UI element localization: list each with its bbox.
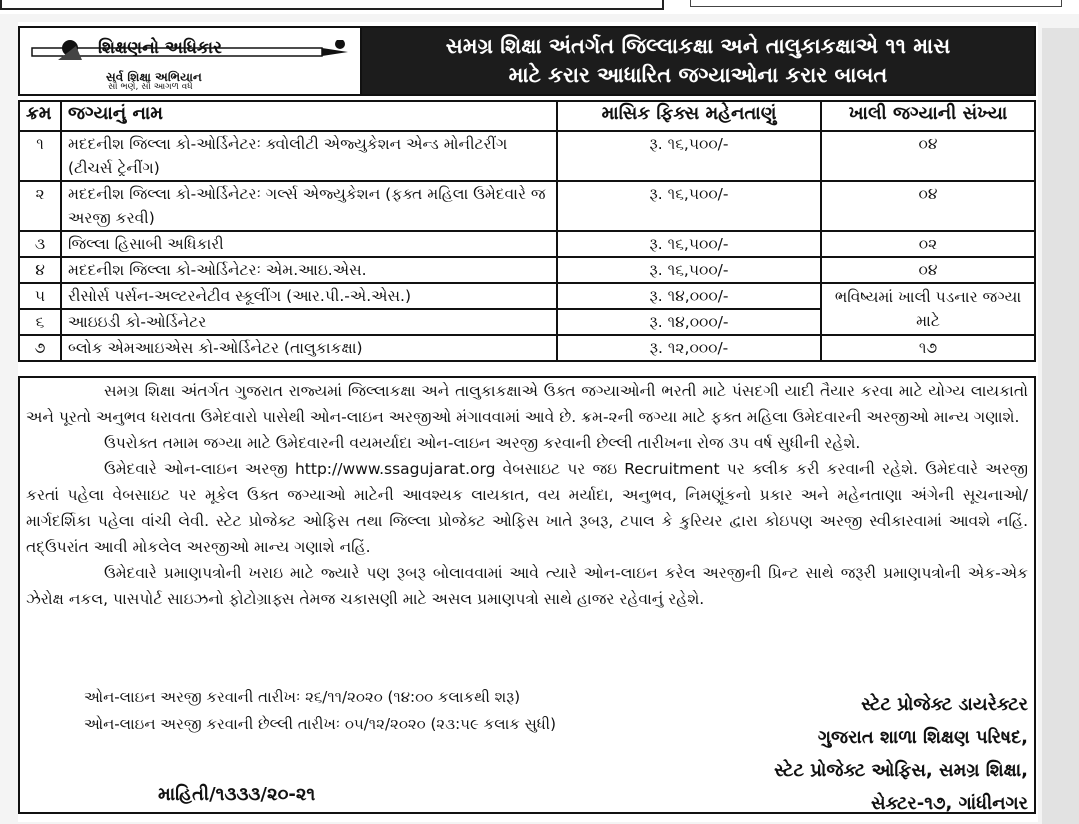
- post-name: જિલ્લા હિસાબી અધિકારી: [61, 231, 557, 257]
- row-number: ૧: [19, 131, 61, 181]
- notice-page: [18, 22, 1038, 822]
- paragraph-age-limit: ઉપરોક્ત તમામ જગ્યા માટે ઉમેદવારની વયમર્યાદા ઓન-લાઇન અરજી કરવાની છેલ્લી તારીખના રોજ ૩૫ વર્ષ સુધીની રહેશે.: [104, 434, 861, 452]
- row-number: ૨: [19, 181, 61, 231]
- adjacent-item-border: [690, 0, 1062, 7]
- table-row: [19, 231, 1035, 257]
- table-row: [19, 131, 1035, 181]
- start-date: ઓન-લાઇન અરજી કરવાની તારીખઃ ૨૬/૧૧/૨૦૨૦ (૧૪:૦૦ કલાકથી શરૂ): [84, 688, 521, 706]
- post-name: મદદનીશ જિલ્લા કો-ઓર્ડિનેટરઃ ગર્લ્સ એજ્યુકેશન (ફક્ત મહિલા ઉમેદવારે જ અરજી કરવી): [61, 181, 557, 231]
- logo-tagline: સૌ ભણે, સૌ આગળ વધે: [108, 82, 193, 92]
- notice-body: [18, 376, 1036, 814]
- column-header: જગ્યાનું નામ: [61, 101, 557, 131]
- table-row: [19, 335, 1035, 361]
- title-line-2: માટે કરાર આધારિત જગ્યાઓના કરાર બાબત: [508, 63, 888, 87]
- post-name: મદદનીશ જિલ્લા કો-ઓર્ડિનેટરઃ ક્વોલીટી એજ્યુકેશન એન્ડ મોનીટરીંગ (ટીચર્સ ટ્રેનીંગ): [61, 131, 557, 181]
- vacancy-count: ૦૪: [821, 257, 1035, 283]
- column-header: ખાલી જગ્યાની સંખ્યા: [821, 101, 1035, 131]
- table-row: [19, 181, 1035, 231]
- reference-number: માહિતી/૧૩૩૩/૨૦-૨૧: [158, 784, 316, 805]
- monthly-pay: રૂ. ૧૬,૫૦૦/-: [557, 231, 821, 257]
- paragraph-documents: ઉમેદવારે પ્રમાણપત્રોની ખરાઇ માટે જ્યારે પણ રૂબરૂ બોલાવવામાં આવે ત્યારે ઓન-લાઇન કરેલ અરજીની પ્રિન્ટ સાથે જરૂરી પ્રમાણપત્રોની એક-એક ઝેરોક્ષ નકલ, પાસપોર્ટ સાઇઝનો ફોટોગ્રાફ્સ તેમજ ચકાસણી માટે અસલ પ્રમાણપત્રો સાથે હાજર રહેવાનું રહેશે.: [26, 564, 1028, 608]
- monthly-pay: રૂ. ૧૪,૦૦૦/-: [557, 309, 821, 335]
- paragraph-recruitment: સમગ્ર શિક્ષા અંતર્ગત ગુજરાત રાજ્યમાં જિલ્લાકક્ષા અને તાલુકાકક્ષાએ ઉક્ત જગ્યાઓની ભરતી માટે પંસદગી યાદી તૈયાર કરવા માટે યોગ્ય લાયકાતો અને પૂરતો અનુભવ ધરાવતા ઉમેદવારો પાસેથી ઓન-લાઇન અરજીઓ મંગાવવામાં આવે છે. ક્રમ-૨ની જગ્યા માટે ફક્ત મહિલા ઉમેદવારની અરજીઓ માન્ય ગણાશે.: [26, 382, 1028, 426]
- office-line: ગુજરાત શાળા શિક્ષણ પરિષદ,: [817, 727, 1028, 748]
- vacancy-count: ૦૪: [821, 181, 1035, 231]
- vacancy-count: ૧૭: [821, 335, 1035, 361]
- post-name: રીસોર્સ પર્સન-અલ્ટરનેટીવ સ્કૂલીંગ (આર.પી.-એ.એસ.): [61, 283, 557, 309]
- logo-subtitle: સર્વ શિક્ષા અભિયાન: [106, 70, 202, 84]
- future-vacancy-note: ભવિષ્યમાં ખાલી પડનાર જગ્યા માટે: [821, 283, 1035, 335]
- office-line: સેક્ટર-૧૭, ગાંધીનગર: [871, 793, 1028, 814]
- row-number: ૬: [19, 309, 61, 335]
- posts-table: [18, 100, 1036, 362]
- row-number: ૭: [19, 335, 61, 361]
- post-name: મદદનીશ જિલ્લા કો-ઓર્ડિનેટરઃ એમ.આઇ.એસ.: [61, 257, 557, 283]
- monthly-pay: રૂ. ૧૬,૫૦૦/-: [557, 257, 821, 283]
- previous-item-border: [0, 0, 664, 10]
- monthly-pay: રૂ. ૧૬,૫૦૦/-: [557, 131, 821, 181]
- monthly-pay: રૂ. ૧૪,૦૦૦/-: [557, 283, 821, 309]
- notice-header: [18, 26, 1036, 96]
- application-dates: [84, 684, 556, 738]
- post-name: બ્લોક એમઆઇએસ કો-ઓર્ડિનેટર (તાલુકાકક્ષા): [61, 335, 557, 361]
- office-line: સ્ટેટ પ્રોજેક્ટ ઓફિસ, સમગ્ર શિક્ષા,: [774, 760, 1028, 781]
- row-number: ૫: [19, 283, 61, 309]
- monthly-pay: રૂ. ૧૬,૫૦૦/-: [557, 181, 821, 231]
- logo-name: શિક્ષણનો અધિકાર: [98, 38, 222, 58]
- logo-block: [20, 28, 362, 94]
- column-header: માસિક ફિક્સ મહેનતાણું: [557, 101, 821, 131]
- right-margin: [1042, 28, 1079, 824]
- row-number: ૪: [19, 257, 61, 283]
- issuing-office: [688, 688, 1028, 820]
- table-header-row: [19, 101, 1035, 131]
- table-row: [19, 257, 1035, 283]
- paragraph-online-application: ઉમેદવારે ઓન-લાઇન અરજી http://www.ssagujarat.org વેબસાઇટ પર જઇ Recruitment પર ક્લીક કરી કરવાની રહેશે. ઉમેદવારે અરજી કરતાં પહેલા વેબસાઇટ પર મૂકેલ ઉક્ત જગ્યાઓ માટેની આવશ્યક લાયકાત, વય મર્યાદા, અનુભવ, નિમણૂંકનો પ્રકાર અને મહેનતાણા અંગેની સૂચનાઓ/માર્ગદર્શિકા પહેલા વાંચી લેવી. સ્ટેટ પ્રોજેક્ટ ઓફિસ તથા જિલ્લા પ્રોજેક્ટ ઓફિસ ખાતે રૂબરૂ, ટપાલ કે કુરિયર દ્વારા કોઇપણ અરજી સ્વીકારવામાં આવશે નહિં. તદ્ઉપરાંત આવી મોકલેલ અરજીઓ માન્ય ગણાશે નહિં.: [26, 460, 1028, 556]
- row-number: ૩: [19, 231, 61, 257]
- column-header: ક્રમ: [19, 101, 61, 131]
- office-line: સ્ટેટ પ્રોજેક્ટ ડાયરેક્ટર: [861, 694, 1028, 715]
- last-date: ઓન-લાઇન અરજી કરવાની છેલ્લી તારીખઃ ૦૫/૧૨/૨૦૨૦ (૨૩:૫૯ કલાક સુધી): [84, 715, 556, 733]
- notice-title: [362, 28, 1034, 94]
- table-row: [19, 283, 1035, 309]
- monthly-pay: રૂ. ૧૨,૦૦૦/-: [557, 335, 821, 361]
- vacancy-count: ૦૪: [821, 131, 1035, 181]
- vacancy-count: ૦૨: [821, 231, 1035, 257]
- post-name: આઇઇડી કો-ઓર્ડિનેટર: [61, 309, 557, 335]
- title-line-1: સમગ્ર શિક્ષા અંતર્ગત જિલ્લાકક્ષા અને તાલુકાકક્ષાએ ૧૧ માસ: [445, 34, 951, 58]
